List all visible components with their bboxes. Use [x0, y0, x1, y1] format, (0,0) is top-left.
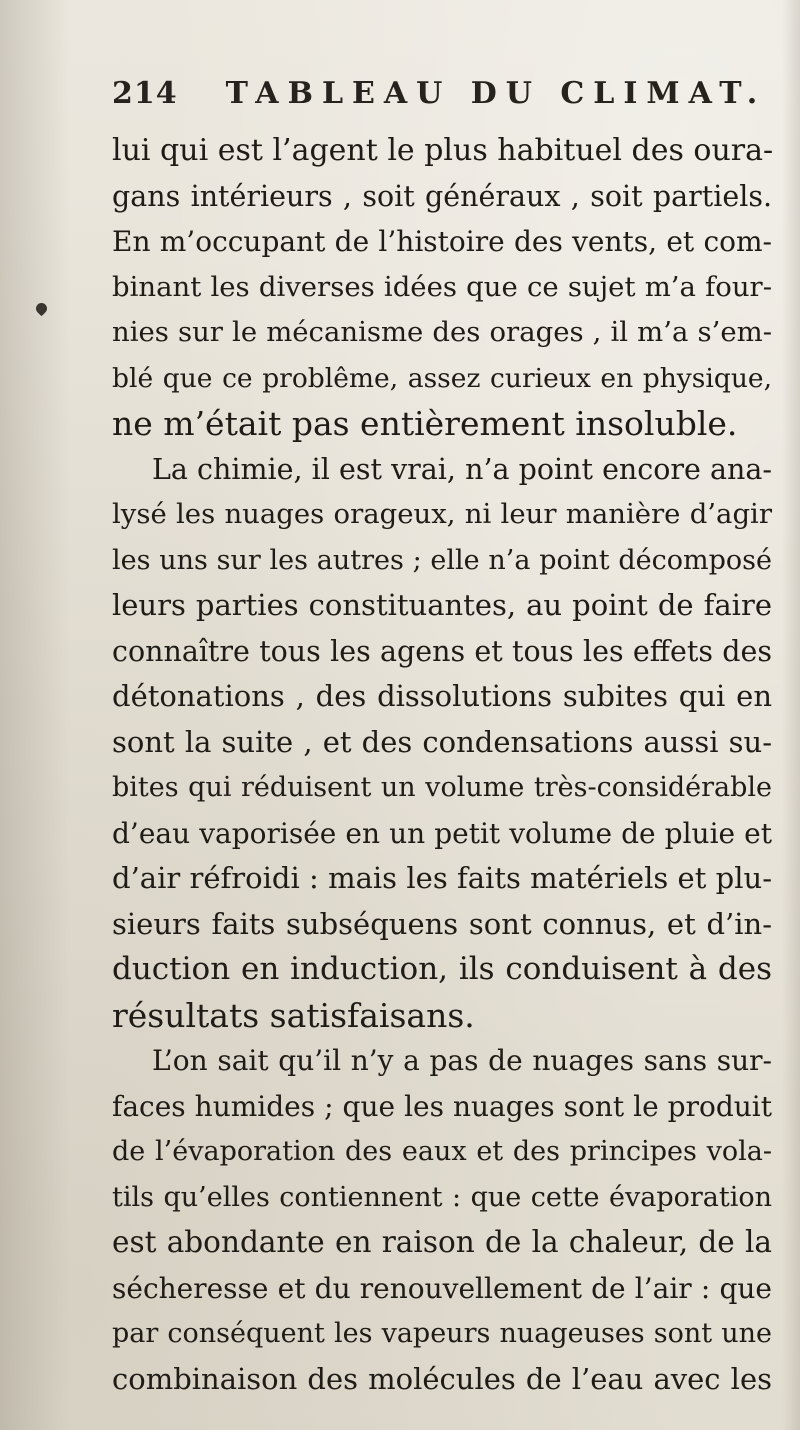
page-number: 214 [112, 76, 178, 111]
text-line: tils qu’elles contiennent : que cette évaporation [112, 1181, 772, 1213]
text-line: sont la suite , et des condensations aussi su- [112, 724, 772, 759]
text-line: binant les diverses idées que ce sujet m’a four- [112, 270, 772, 303]
text-line: gans intérieurs , soit généraux , soit partiels. [112, 179, 772, 213]
text-line: leurs parties constituantes, au point de faire [112, 588, 772, 622]
text-line: ne m’était pas entièrement insoluble. [112, 404, 738, 443]
text-line: nies sur le mécanisme des orages , il m’a s’em- [112, 316, 772, 348]
paragraph-start-line: La chimie, il est vrai, n’a point encore ana- [152, 452, 772, 486]
text-line: de l’évaporation des eaux et des principes vola- [112, 1136, 772, 1167]
text-line: duction en induction, ils conduisent à des [112, 951, 772, 987]
text-line: En m’occupant de l’histoire des vents, et com- [112, 225, 772, 258]
text-line: résultats satisfaisans. [112, 995, 475, 1035]
body-text [112, 128, 772, 1402]
text-line: blé que ce problême, assez curieux en physique, [112, 362, 772, 394]
text-line: connaître tous les agens et tous les effets des [112, 634, 772, 668]
running-head [112, 76, 767, 116]
text-line: sécheresse et du renouvellement de l’air : que [112, 1271, 772, 1305]
text-line: combinaison des molécules de l’eau avec les [112, 1361, 772, 1396]
text-line: lui qui est l’agent le plus habituel des oura- [112, 133, 774, 168]
text-line: détonations , des dissolutions subites qui en [112, 679, 772, 713]
page-edge-shadow [782, 0, 800, 1430]
text-line: d’air réfroidi : mais les faits matériels et plu- [112, 861, 772, 895]
text-line: est abondante en raison de la chaleur, de la [112, 1225, 772, 1259]
text-line: bites qui réduisent un volume très-considérable [112, 772, 772, 803]
text-line: les uns sur les autres ; elle n’a point décomposé [112, 544, 772, 576]
text-line: d’eau vaporisée en un petit volume de pluie et [112, 816, 772, 850]
text-line: faces humides ; que les nuages sont le produit [112, 1089, 772, 1123]
paragraph-start-line: L’on sait qu’il n’y a pas de nuages sans sur- [152, 1044, 772, 1077]
text-line: lysé les nuages orageux, ni leur manière d’agir [112, 498, 772, 530]
text-line: sieurs faits subséquens sont connus, et d’in- [112, 906, 772, 941]
text-line: par conséquent les vapeurs nuageuses sont une [112, 1318, 772, 1349]
gutter-shadow [0, 0, 70, 1430]
running-title: TABLEAU DU CLIMAT. [225, 76, 767, 111]
